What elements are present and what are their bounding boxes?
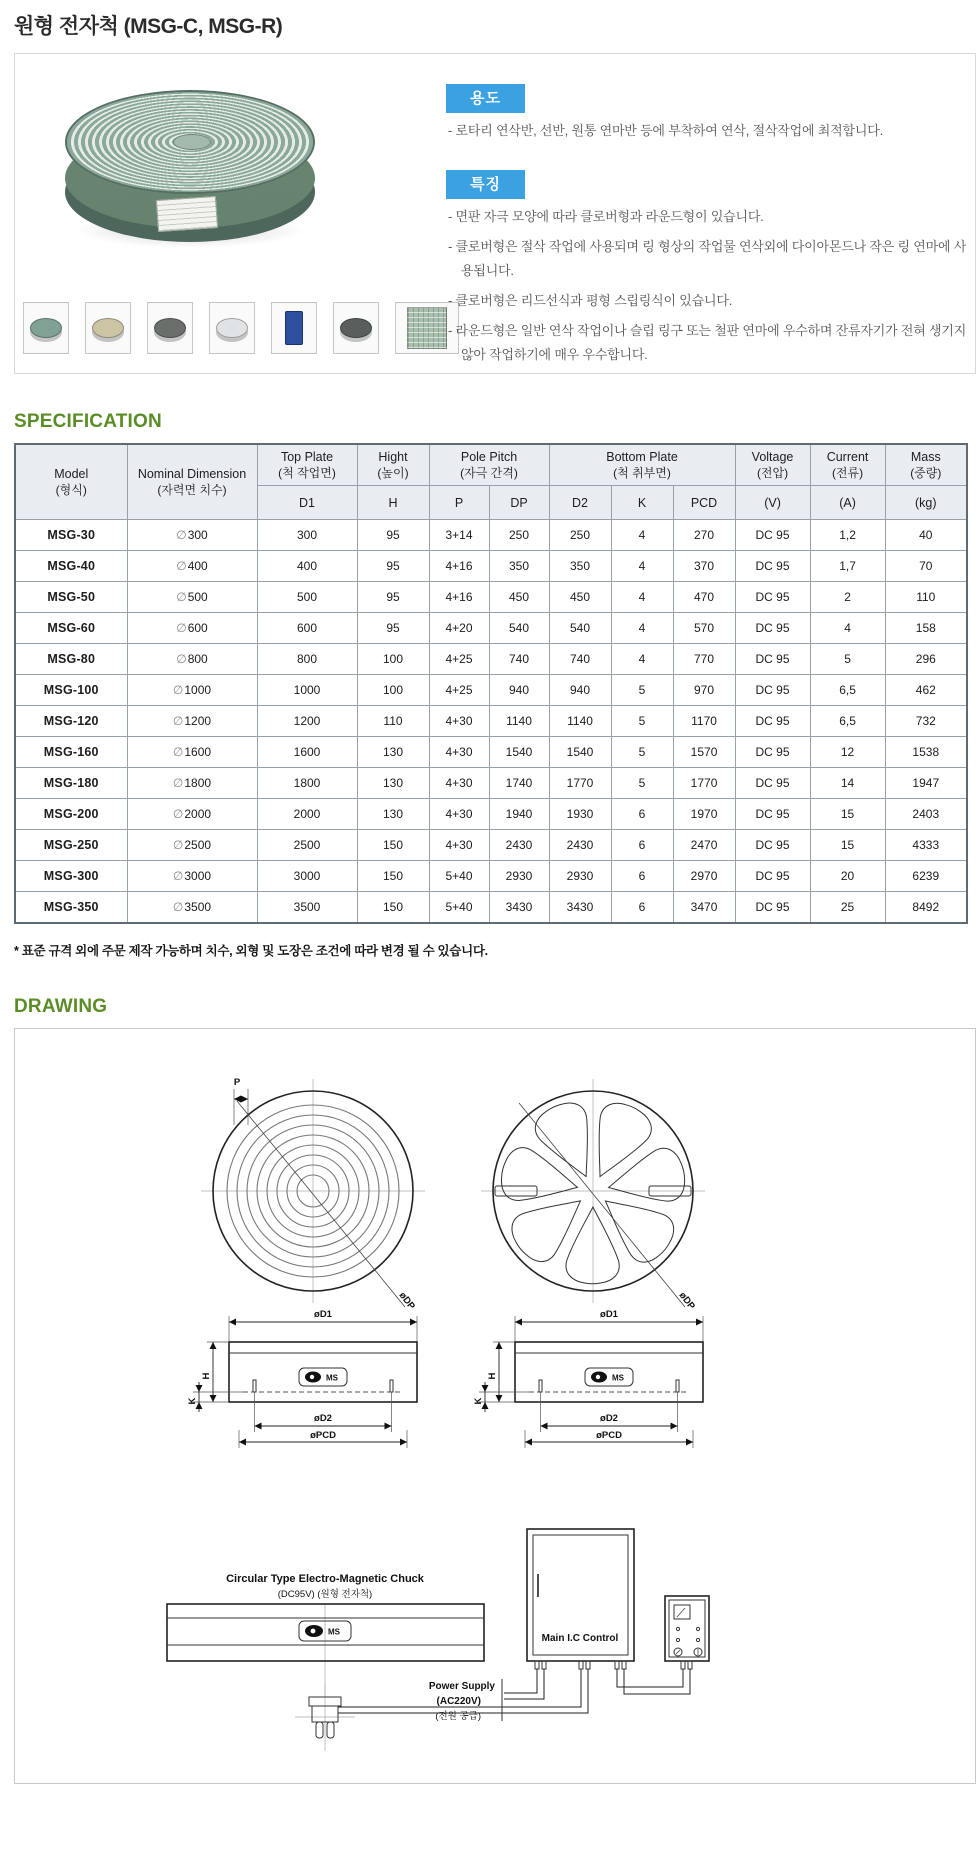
value-cell: DC 95 (735, 644, 810, 675)
column-subheader: (kg) (885, 486, 967, 520)
value-cell: 350 (549, 551, 611, 582)
model-cell: MSG-60 (15, 613, 127, 644)
value-cell: 6 (611, 830, 673, 861)
value-cell: 8492 (885, 892, 967, 923)
spec-row (15, 675, 967, 706)
value-cell: 6,5 (810, 675, 885, 706)
thumb-chuck-flat-image (340, 318, 372, 338)
svg-text:MS: MS (612, 1373, 624, 1383)
ms-logo (585, 1368, 633, 1386)
model-cell: MSG-180 (15, 768, 127, 799)
column-subheader: DP (489, 486, 549, 520)
value-cell: 1970 (673, 799, 735, 830)
value-cell: 4+16 (429, 582, 489, 613)
thumb-chuck-flat[interactable] (333, 302, 379, 354)
spec-row (15, 861, 967, 892)
value-cell: 15 (810, 799, 885, 830)
value-cell: DC 95 (735, 892, 810, 923)
value-cell: 450 (549, 582, 611, 613)
value-cell: 95 (357, 613, 429, 644)
value-cell: 4+16 (429, 551, 489, 582)
value-cell: 970 (673, 675, 735, 706)
page (0, 10, 980, 1784)
chuck-diagram-title: Circular Type Electro-Magnetic Chuck (226, 1572, 424, 1585)
value-cell: DC 95 (735, 706, 810, 737)
value-cell: 2403 (885, 799, 967, 830)
feature-list (446, 205, 972, 367)
cable-connector (295, 1683, 355, 1751)
main-control-label: Main I.C Control (541, 1632, 619, 1644)
pendant-control (665, 1596, 709, 1669)
value-cell: 1770 (549, 768, 611, 799)
model-cell: MSG-100 (15, 675, 127, 706)
value-cell: 3470 (673, 892, 735, 923)
model-cell: MSG-160 (15, 737, 127, 768)
product-photo (49, 70, 334, 260)
diameter-symbol: ∅ (176, 559, 187, 574)
value-cell: DC 95 (735, 582, 810, 613)
column-subheader: (A) (810, 486, 885, 520)
column-subheader: D1 (257, 486, 357, 520)
value-cell: 4+30 (429, 830, 489, 861)
diameter-symbol: ∅ (172, 776, 184, 791)
svg-text:(AC220V): (AC220V) (436, 1695, 481, 1707)
value-cell: 4 (611, 551, 673, 582)
value-cell: 5+40 (429, 861, 489, 892)
spec-row (15, 613, 967, 644)
spec-table (14, 443, 968, 924)
value-cell: 270 (673, 520, 735, 551)
value-cell: 350 (489, 551, 549, 582)
column-subheader: PCD (673, 486, 735, 520)
value-cell: ∅800 (127, 644, 257, 675)
value-cell: ∅300 (127, 520, 257, 551)
value-cell: 5 (810, 644, 885, 675)
feature-line: - 클로버형은 절삭 작업에 사용되며 링 형상의 작업물 연삭외에 다이아몬드나 작은 링 연마에 사용됩니다. (448, 239, 967, 279)
dp-label: øDP (396, 1289, 418, 1312)
d1-label: øD1 (314, 1308, 332, 1320)
value-cell: 2430 (549, 830, 611, 861)
chuck-diagram-subtitle: (DC95V) (원형 전자척) (277, 1588, 373, 1600)
column-header: Nominal Dimension (자력면 치수) (127, 444, 257, 520)
value-cell: ∅1800 (127, 768, 257, 799)
value-cell: 4 (611, 520, 673, 551)
diameter-symbol: ∅ (172, 745, 184, 760)
value-cell: 300 (257, 520, 357, 551)
value-cell: ∅3000 (127, 861, 257, 892)
drawing-heading: DRAWING (14, 995, 108, 1017)
value-cell: 250 (489, 520, 549, 551)
value-cell: 6 (611, 861, 673, 892)
value-cell: ∅600 (127, 613, 257, 644)
k-label: K (187, 1397, 198, 1405)
value-cell: 540 (549, 613, 611, 644)
side-view-clover (473, 1309, 703, 1448)
main-control-box (527, 1529, 634, 1669)
diameter-symbol: ∅ (176, 621, 187, 636)
value-cell: 4+30 (429, 768, 489, 799)
value-cell: DC 95 (735, 520, 810, 551)
value-cell: ∅1000 (127, 675, 257, 706)
value-cell: 4+30 (429, 799, 489, 830)
value-cell: 130 (357, 737, 429, 768)
value-cell: 4+30 (429, 737, 489, 768)
value-cell: 1200 (257, 706, 357, 737)
thumb-chuck-teal[interactable] (23, 302, 69, 354)
value-cell: 5 (611, 675, 673, 706)
diameter-symbol: ∅ (176, 652, 187, 667)
value-cell: 940 (549, 675, 611, 706)
diameter-symbol: ∅ (172, 838, 184, 853)
spec-row (15, 520, 967, 551)
value-cell: 12 (810, 737, 885, 768)
value-cell: 2470 (673, 830, 735, 861)
value-cell: 4+30 (429, 706, 489, 737)
value-cell: 1540 (549, 737, 611, 768)
value-cell: ∅400 (127, 551, 257, 582)
model-cell: MSG-30 (15, 520, 127, 551)
spec-note: * 표준 규격 외에 주문 제작 가능하며 치수, 외형 및 도장은 조건에 따라 변경 될 수 있습니다. (14, 943, 488, 958)
value-cell: 110 (357, 706, 429, 737)
value-cell: 500 (257, 582, 357, 613)
svg-text:MS: MS (326, 1373, 338, 1383)
model-cell: MSG-80 (15, 644, 127, 675)
spec-row (15, 582, 967, 613)
spec-row (15, 706, 967, 737)
d2-label: øD2 (600, 1412, 618, 1424)
value-cell: 5 (611, 706, 673, 737)
value-cell: ∅2500 (127, 830, 257, 861)
value-cell: 6,5 (810, 706, 885, 737)
round-type-top-view (201, 1077, 425, 1312)
pcd-label: øPCD (596, 1429, 622, 1441)
dp-label: øDP (676, 1289, 698, 1312)
thumb-chuck-dark[interactable] (147, 302, 193, 354)
thumbnail-strip (23, 302, 459, 354)
ms-logo: MS (328, 1627, 340, 1637)
value-cell: 1000 (257, 675, 357, 706)
column-subheader: K (611, 486, 673, 520)
feature-line: - 라운드형은 일반 연삭 작업이나 슬립 링구 또는 철판 연마에 우수하며 잔류자기가 전혀 생기지 않아 작업하기에 매우 우수합니다. (448, 323, 967, 363)
column-header: Voltage (전압) (735, 444, 810, 486)
column-subheader: (V) (735, 486, 810, 520)
value-cell: 470 (673, 582, 735, 613)
value-cell: DC 95 (735, 551, 810, 582)
thumb-chuck-teal-image (30, 318, 62, 338)
thumb-chuck-beige-image (92, 318, 124, 338)
value-cell: 14 (810, 768, 885, 799)
svg-text:Power Supply: Power Supply (428, 1680, 495, 1692)
value-cell: 940 (489, 675, 549, 706)
value-cell: ∅2000 (127, 799, 257, 830)
value-cell: 95 (357, 551, 429, 582)
diameter-symbol: ∅ (176, 590, 187, 605)
value-cell: 130 (357, 799, 429, 830)
value-cell: DC 95 (735, 675, 810, 706)
value-cell: DC 95 (735, 768, 810, 799)
value-cell: 600 (257, 613, 357, 644)
value-cell: 570 (673, 613, 735, 644)
chuck-side-view (167, 1604, 484, 1661)
value-cell: 95 (357, 582, 429, 613)
value-cell: DC 95 (735, 830, 810, 861)
k-label: K (473, 1397, 484, 1405)
value-cell: DC 95 (735, 799, 810, 830)
value-cell: 2500 (257, 830, 357, 861)
value-cell: 800 (257, 644, 357, 675)
diameter-symbol: ∅ (172, 807, 184, 822)
column-header: Top Plate (척 작업면) (257, 444, 357, 486)
value-cell: 70 (885, 551, 967, 582)
value-cell: ∅3500 (127, 892, 257, 923)
value-cell: 2930 (549, 861, 611, 892)
model-cell: MSG-40 (15, 551, 127, 582)
value-cell: DC 95 (735, 737, 810, 768)
value-cell: 95 (357, 520, 429, 551)
value-cell: 4 (611, 582, 673, 613)
diameter-symbol: ∅ (172, 714, 184, 729)
column-header: Current (전류) (810, 444, 885, 486)
value-cell: 732 (885, 706, 967, 737)
value-cell: 4+20 (429, 613, 489, 644)
value-cell: 1570 (673, 737, 735, 768)
value-cell: 400 (257, 551, 357, 582)
value-cell: 4+25 (429, 644, 489, 675)
value-cell: 1140 (549, 706, 611, 737)
thumb-surface-mesh-image (407, 307, 447, 349)
value-cell: 5 (611, 768, 673, 799)
value-cell: 1,2 (810, 520, 885, 551)
p-label: P (233, 1076, 241, 1088)
model-cell: MSG-300 (15, 861, 127, 892)
value-cell: 540 (489, 613, 549, 644)
specification-heading: SPECIFICATION (14, 411, 162, 432)
value-cell: 740 (489, 644, 549, 675)
value-cell: DC 95 (735, 861, 810, 892)
diameter-symbol: ∅ (176, 528, 187, 543)
value-cell: ∅1600 (127, 737, 257, 768)
thumb-controller-blue-image (285, 311, 303, 345)
value-cell: 1947 (885, 768, 967, 799)
thumb-chuck-silver[interactable] (209, 302, 255, 354)
value-cell: 150 (357, 892, 429, 923)
d1-label: øD1 (600, 1308, 618, 1320)
spec-row (15, 892, 967, 923)
value-cell: 6 (611, 892, 673, 923)
value-cell: 2970 (673, 861, 735, 892)
value-cell: 3430 (489, 892, 549, 923)
value-cell: 100 (357, 644, 429, 675)
value-cell: DC 95 (735, 613, 810, 644)
value-cell: 4+25 (429, 675, 489, 706)
diameter-symbol: ∅ (172, 683, 184, 698)
value-cell: 370 (673, 551, 735, 582)
clover-type-top-view (465, 1065, 721, 1318)
column-header: Pole Pitch (자극 간격) (429, 444, 549, 486)
value-cell: 100 (357, 675, 429, 706)
value-cell: 3430 (549, 892, 611, 923)
spec-row (15, 551, 967, 582)
thumb-chuck-silver-image (216, 318, 248, 338)
value-cell: 296 (885, 644, 967, 675)
value-cell: 158 (885, 613, 967, 644)
value-cell: 40 (885, 520, 967, 551)
side-view-round (187, 1309, 417, 1448)
value-cell: 1770 (673, 768, 735, 799)
pcd-label: øPCD (310, 1429, 336, 1441)
value-cell: 770 (673, 644, 735, 675)
value-cell: 130 (357, 768, 429, 799)
h-label: H (201, 1372, 212, 1380)
value-cell: 4 (611, 644, 673, 675)
column-header: Model (형식) (15, 444, 127, 520)
value-cell: 20 (810, 861, 885, 892)
thumb-chuck-beige[interactable] (85, 302, 131, 354)
value-cell: 2 (810, 582, 885, 613)
value-cell: 450 (489, 582, 549, 613)
ms-logo (299, 1368, 347, 1386)
value-cell: 3+14 (429, 520, 489, 551)
column-header: Mass (중량) (885, 444, 967, 486)
page-title: 원형 전자척 (MSG-C, MSG-R) (14, 15, 283, 38)
value-cell: 150 (357, 861, 429, 892)
value-cell: 1,7 (810, 551, 885, 582)
spec-row (15, 799, 967, 830)
value-cell: 110 (885, 582, 967, 613)
power-supply-label (429, 1679, 502, 1722)
thumb-controller-blue[interactable] (271, 302, 317, 354)
value-cell: 4 (611, 613, 673, 644)
thumb-chuck-dark-image (154, 318, 186, 338)
value-cell: ∅500 (127, 582, 257, 613)
technical-drawing (15, 1029, 975, 1783)
feature-line: - 클로버형은 리드선식과 평형 스립링식이 있습니다. (448, 293, 733, 309)
model-cell: MSG-120 (15, 706, 127, 737)
value-cell: 5+40 (429, 892, 489, 923)
value-cell: 5 (611, 737, 673, 768)
value-cell: 3500 (257, 892, 357, 923)
value-cell: 6239 (885, 861, 967, 892)
svg-text:(전원 공급): (전원 공급) (435, 1710, 481, 1722)
value-cell: 1538 (885, 737, 967, 768)
value-cell: 6 (611, 799, 673, 830)
product-overview-box (14, 53, 976, 374)
spec-row (15, 830, 967, 861)
value-cell: 2930 (489, 861, 549, 892)
value-cell: 462 (885, 675, 967, 706)
spec-row (15, 768, 967, 799)
value-cell: 4 (810, 613, 885, 644)
value-cell: 2000 (257, 799, 357, 830)
usage-line: - 로타리 연삭반, 선반, 원통 연마반 등에 부착하여 연삭, 절삭작업에 최적합니다. (448, 123, 883, 138)
diameter-symbol: ∅ (172, 869, 184, 884)
features-badge: 특징 (446, 170, 525, 199)
spec-row (15, 644, 967, 675)
feature-line: - 면판 자극 모양에 따라 클로버형과 라운드형이 있습니다. (448, 209, 764, 225)
column-subheader: P (429, 486, 489, 520)
column-subheader: D2 (549, 486, 611, 520)
value-cell: 1540 (489, 737, 549, 768)
model-cell: MSG-250 (15, 830, 127, 861)
value-cell: 1940 (489, 799, 549, 830)
value-cell: 150 (357, 830, 429, 861)
chuck-hub (173, 134, 211, 150)
value-cell: 1600 (257, 737, 357, 768)
model-cell: MSG-50 (15, 582, 127, 613)
value-cell: 1140 (489, 706, 549, 737)
h-label: H (487, 1372, 498, 1380)
diameter-symbol: ∅ (172, 899, 184, 914)
value-cell: 1170 (673, 706, 735, 737)
model-cell: MSG-350 (15, 892, 127, 923)
value-cell: 740 (549, 644, 611, 675)
drawing-box (14, 1028, 976, 1784)
value-cell: 1740 (489, 768, 549, 799)
column-header: Bottom Plate (척 취부면) (549, 444, 735, 486)
value-cell: 15 (810, 830, 885, 861)
value-cell: 1930 (549, 799, 611, 830)
d2-label: øD2 (314, 1412, 332, 1424)
system-diagram (167, 1529, 709, 1751)
spec-row (15, 737, 967, 768)
value-cell: 25 (810, 892, 885, 923)
value-cell: 250 (549, 520, 611, 551)
column-subheader: H (357, 486, 429, 520)
chuck-label-sticker (156, 196, 218, 232)
product-info (446, 84, 972, 367)
value-cell: 2430 (489, 830, 549, 861)
value-cell: 1800 (257, 768, 357, 799)
model-cell: MSG-200 (15, 799, 127, 830)
column-header: Hight (높이) (357, 444, 429, 486)
value-cell: 3000 (257, 861, 357, 892)
value-cell: ∅1200 (127, 706, 257, 737)
value-cell: 4333 (885, 830, 967, 861)
usage-badge: 용도 (446, 84, 525, 113)
